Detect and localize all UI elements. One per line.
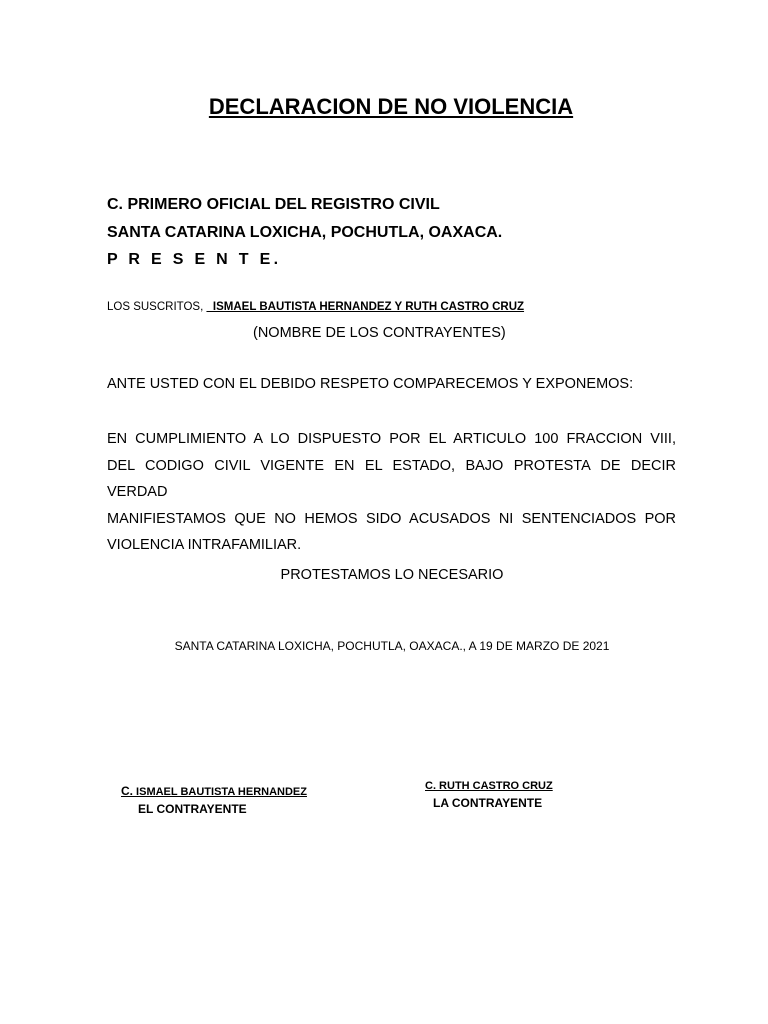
suscritos-label: LOS SUSCRITOS,	[107, 301, 204, 313]
closing-statement: PROTESTAMOS LO NECESARIO	[280, 567, 504, 583]
intro-statement: ANTE USTED CON EL DEBIDO RESPETO COMPARECEMOS Y EXPONEMOS:	[107, 376, 634, 392]
addressee-line-2: SANTA CATARINA LOXICHA, POCHUTLA, OAXACA.	[107, 224, 503, 241]
paragraph-line: DEL CODIGO CIVIL VIGENTE EN EL ESTADO, BAJO PROTESTA DE DECIR VERDAD	[107, 457, 676, 500]
paragraph-line: MANIFIESTAMOS QUE NO HEMOS SIDO ACUSADOS NI SENTENCIADOS POR	[107, 510, 676, 527]
suscritos-line	[107, 301, 524, 313]
signature-name-groom	[121, 784, 307, 798]
contrayentes-names: _ISMAEL BAUTISTA HERNANDEZ Y RUTH CASTRO CRUZ	[206, 301, 525, 313]
signature-role-groom: EL CONTRAYENTE	[138, 802, 247, 816]
declaration-paragraph	[107, 426, 676, 559]
place-and-date: SANTA CATARINA LOXICHA, POCHUTLA, OAXACA., A 19 DE MARZO DE 2021	[174, 639, 610, 653]
document-title: DECLARACION DE NO VIOLENCIA	[208, 94, 574, 119]
signature-role-bride: LA CONTRAYENTE	[433, 796, 543, 810]
addressee-line-3: P R E S E N T E.	[107, 251, 282, 268]
names-note: (NOMBRE DE LOS CONTRAYENTES)	[253, 325, 506, 341]
signature-prefix: C.	[425, 780, 436, 792]
signature-name-bride	[425, 780, 553, 792]
signature-prefix: C.	[121, 784, 133, 798]
paragraph-line: EN CUMPLIMIENTO A LO DISPUESTO POR EL ARTICULO 100 FRACCION VIII,	[107, 431, 676, 447]
paragraph-line: VIOLENCIA INTRAFAMILIAR.	[107, 537, 302, 553]
signature-name: RUTH CASTRO CRUZ	[436, 780, 553, 792]
addressee-line-1: C. PRIMERO OFICIAL DEL REGISTRO CIVIL	[107, 196, 440, 213]
signature-name: ISMAEL BAUTISTA HERNANDEZ	[133, 786, 307, 798]
